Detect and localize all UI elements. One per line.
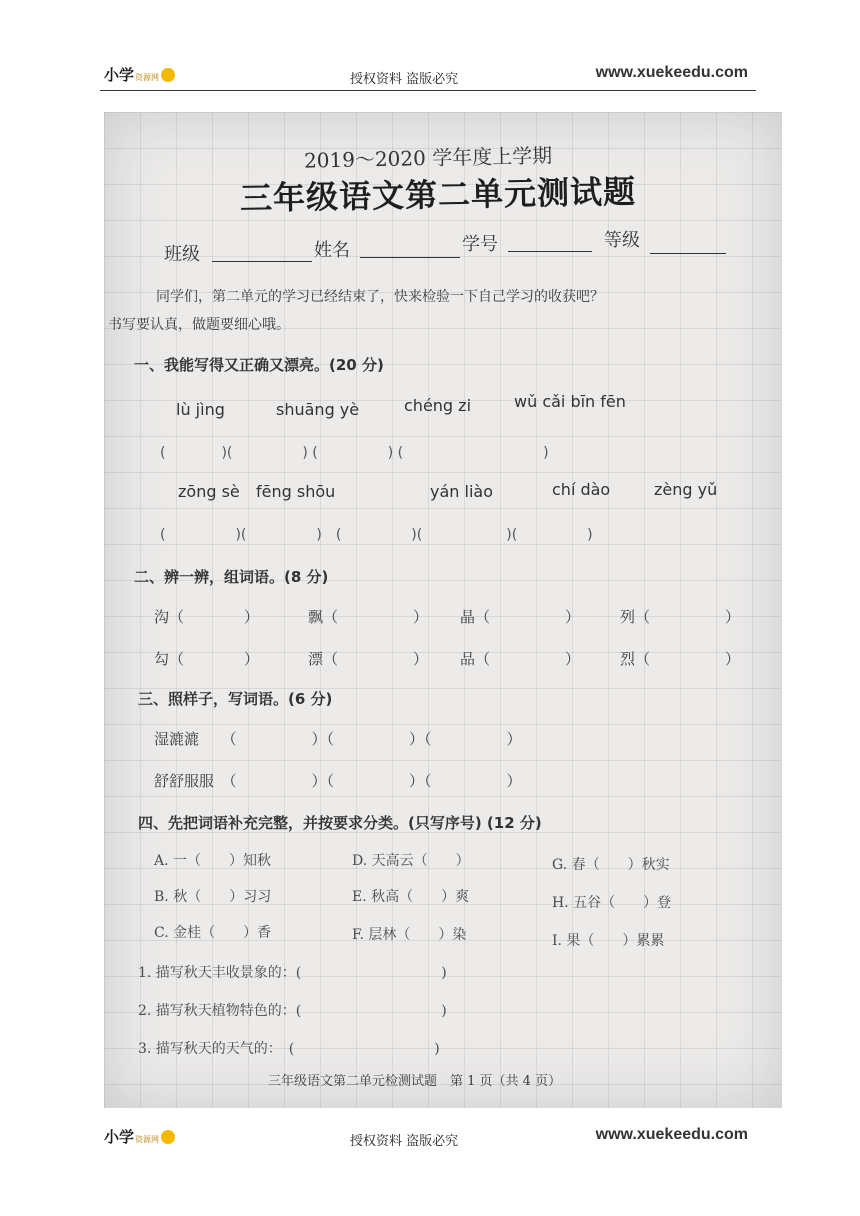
answer-parentheses: ( )( ) ( )( )( ) — [160, 527, 593, 543]
field-class-label: 班级 — [164, 244, 200, 265]
logo-mascot-icon — [161, 68, 175, 82]
school-year-title: 2019～2020 学年度上学期 — [303, 143, 553, 173]
field-name-line — [360, 256, 460, 258]
idiom-item: G. 春（ ）秋实 — [552, 857, 670, 873]
site-logo: 小学资源网 — [104, 1126, 175, 1147]
char-item: 飘（ ） — [308, 608, 429, 626]
pinyin-item: yán liào — [430, 482, 493, 501]
pinyin-item: zōng sè — [178, 482, 240, 501]
section-4-title: 四、先把词语补充完整，并按要求分类。(只写序号) (12 分) — [138, 814, 542, 832]
field-grade-label: 等级 — [604, 230, 640, 251]
intro-line-2: 书写要认真，做题要细心哦。 — [108, 317, 290, 333]
section-1-title: 一、我能写得又正确又漂亮。(20 分) — [134, 356, 384, 374]
char-item: 勾（ ） — [154, 650, 260, 668]
example-word: 湿漉漉 （ ）（ ）（ ） — [154, 730, 522, 748]
field-number-label: 学号 — [462, 234, 498, 255]
page-header — [100, 60, 756, 91]
field-grade-line — [650, 252, 726, 254]
char-item: 漂（ ） — [308, 650, 429, 668]
idiom-item: D. 天高云（ ） — [352, 853, 470, 869]
idiom-item: F. 层林（ ）染 — [352, 927, 467, 943]
paper-page-footer: 三年级语文第二单元检测试题 第 1 页（共 4 页） — [268, 1074, 562, 1089]
field-number-line — [508, 250, 592, 252]
idiom-item: A. 一（ ）知秋 — [154, 853, 272, 869]
classify-question: 2. 描写秋天植物特色的：( ) — [138, 1003, 447, 1019]
pinyin-item: shuāng yè — [276, 400, 360, 419]
classify-question: 3. 描写秋天的天气的： ( ) — [138, 1041, 440, 1057]
exam-title: 三年级语文第二单元测试题 — [239, 172, 637, 218]
char-item: 烈（ ） — [620, 650, 741, 668]
pinyin-item: zèng yǔ — [654, 480, 718, 499]
intro-line-1: 同学们，第二单元的学习已经结束了，快来检验一下自己学习的收获吧？ — [156, 289, 604, 305]
section-2-title: 二、辨一辨，组词语。(8 分) — [134, 568, 329, 586]
char-item: 沟（ ） — [154, 608, 260, 626]
field-class-line — [212, 260, 312, 262]
pinyin-item: chéng zi — [404, 396, 472, 415]
char-item: 列（ ） — [620, 608, 741, 626]
exam-paper-scan — [104, 112, 782, 1108]
char-item: 晶（ ） — [460, 608, 581, 626]
pinyin-item: lù jìng — [176, 400, 225, 419]
field-name-label: 姓名 — [314, 240, 350, 261]
copyright-notice: 授权资料 盗版必究 — [350, 72, 459, 87]
idiom-item: I. 果（ ）累累 — [552, 933, 665, 949]
logo-mascot-icon — [161, 1130, 175, 1144]
idiom-item: E. 秋高（ ）爽 — [352, 889, 470, 905]
idiom-item: C. 金桂（ ）香 — [154, 925, 272, 941]
site-url: www.xuekeedu.com — [595, 1126, 748, 1143]
pinyin-item: wǔ cǎi bīn fēn — [514, 392, 626, 411]
idiom-item: B. 秋（ ）习习 — [154, 889, 272, 905]
pinyin-item: chí dào — [552, 480, 611, 499]
site-url: www.xuekeedu.com — [595, 64, 748, 81]
site-logo: 小学资源网 — [104, 64, 175, 85]
page-footer — [100, 1122, 756, 1152]
idiom-item: H. 五谷（ ）登 — [552, 895, 672, 911]
classify-question: 1. 描写秋天丰收景象的：( ) — [138, 965, 447, 981]
pinyin-item: fēng shōu — [256, 482, 336, 501]
section-3-title: 三、照样子，写词语。(6 分) — [138, 690, 333, 708]
copyright-notice: 授权资料 盗版必究 — [350, 1134, 459, 1149]
example-word: 舒舒服服 （ ）（ ）（ ） — [154, 772, 522, 790]
answer-parentheses: ( )( ) ( ) ( ) — [160, 445, 549, 461]
char-item: 品（ ） — [460, 650, 581, 668]
